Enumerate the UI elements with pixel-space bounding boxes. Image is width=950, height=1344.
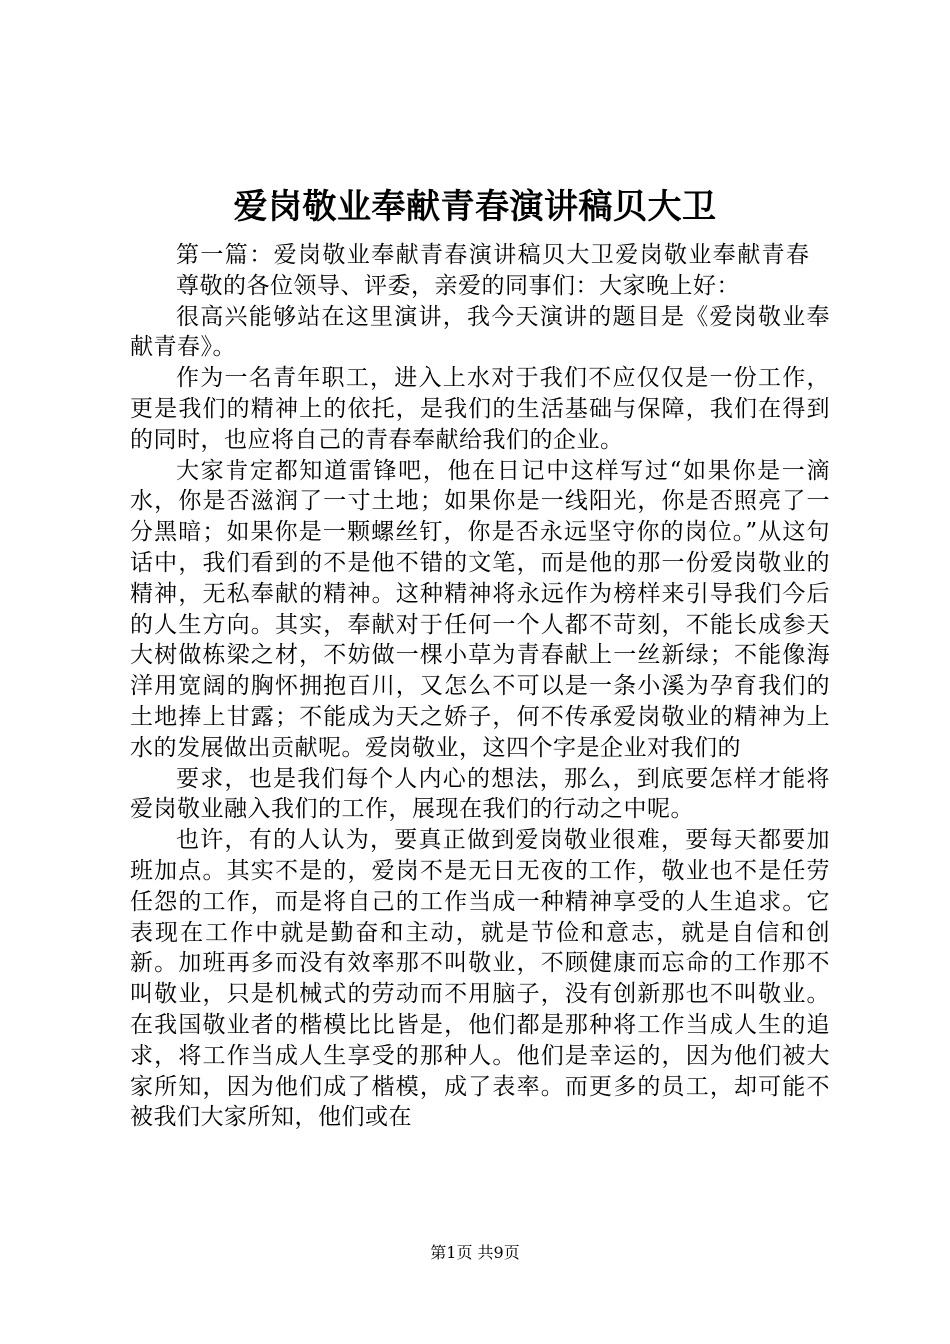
paragraph: 也许，有的人认为，要真正做到爱岗敬业很难，要每天都要加班加点。其实不是的，爱岗不是无日无夜的工作，敬业也不是任劳任怨的工作，而是将自己的工作当成一种精神享受的人生追求。它表现在工作中就是勤奋和主动，就是节俭和意志，就是自信和创新。加班再多而没有效率那不叫敬业，不顾健康而忘命的工作那不叫敬业，只是机械式的劳动而不用脑子，没有创新那也不叫敬业。在我国敬业者的楷模比比皆是，他们都是那种将工作当成人生的追求，将工作当成人生享受的那种人。他们是幸运的，因为他们被大家所知，因为他们成了楷模，成了表率。而更多的员工，却可能不被我们大家所知，他们或在 [130,827,830,1131]
paragraph: 大家肯定都知道雷锋吧，他在日记中这样写过“如果你是一滴水，你是否滋润了一寸土地；如果你是一线阳光，你是否照亮了一分黑暗；如果你是一颗螺丝钉，你是否永远坚守你的岗位。”从这句话中，我们看到的不是他不错的文笔，而是他的那一份爱岗敬业的精神，无私奉献的精神。这种精神将永远作为榜样来引导我们今后的人生方向。其实，奉献对于任何一个人都不苛刻，不能长成参天大树做栋梁之材，不妨做一棵小草为青春献上一丝新绿；不能像海洋用宽阔的胸怀拥抱百川，又怎么不可以是一条小溪为孕育我们的土地捧上甘露；不能成为天之娇子，何不传承爱岗敬业的精神为上水的发展做出贡献呢。爱岗敬业，这四个字是企业对我们的 [130,457,830,761]
paragraph: 尊敬的各位领导、评委，亲爱的同事们：大家晚上好： [176,272,740,299]
document-body [130,240,830,1133]
paragraph: 作为一名青年职工，进入上水对于我们不应仅仅是一份工作，更是我们的精神上的依托，是我们的生活基础与保障，我们在得到的同时，也应将自己的青春奉献给我们的企业。 [130,365,830,453]
paragraph: 很高兴能够站在这里演讲，我今天演讲的题目是《爱岗敬业奉献青春》。 [130,303,830,361]
document-title: 爱岗敬业奉献青春演讲稿贝大卫 [233,187,717,227]
paragraph: 要求，也是我们每个人内心的想法，那么，到底要怎样才能将爱岗敬业融入我们的工作，展现在我们的行动之中呢。 [130,765,830,823]
page-number-footer: 第1页 共9页 [430,1243,520,1262]
paragraph: 第一篇：爱岗敬业奉献青春演讲稿贝大卫爱岗敬业奉献青春 [176,242,811,268]
